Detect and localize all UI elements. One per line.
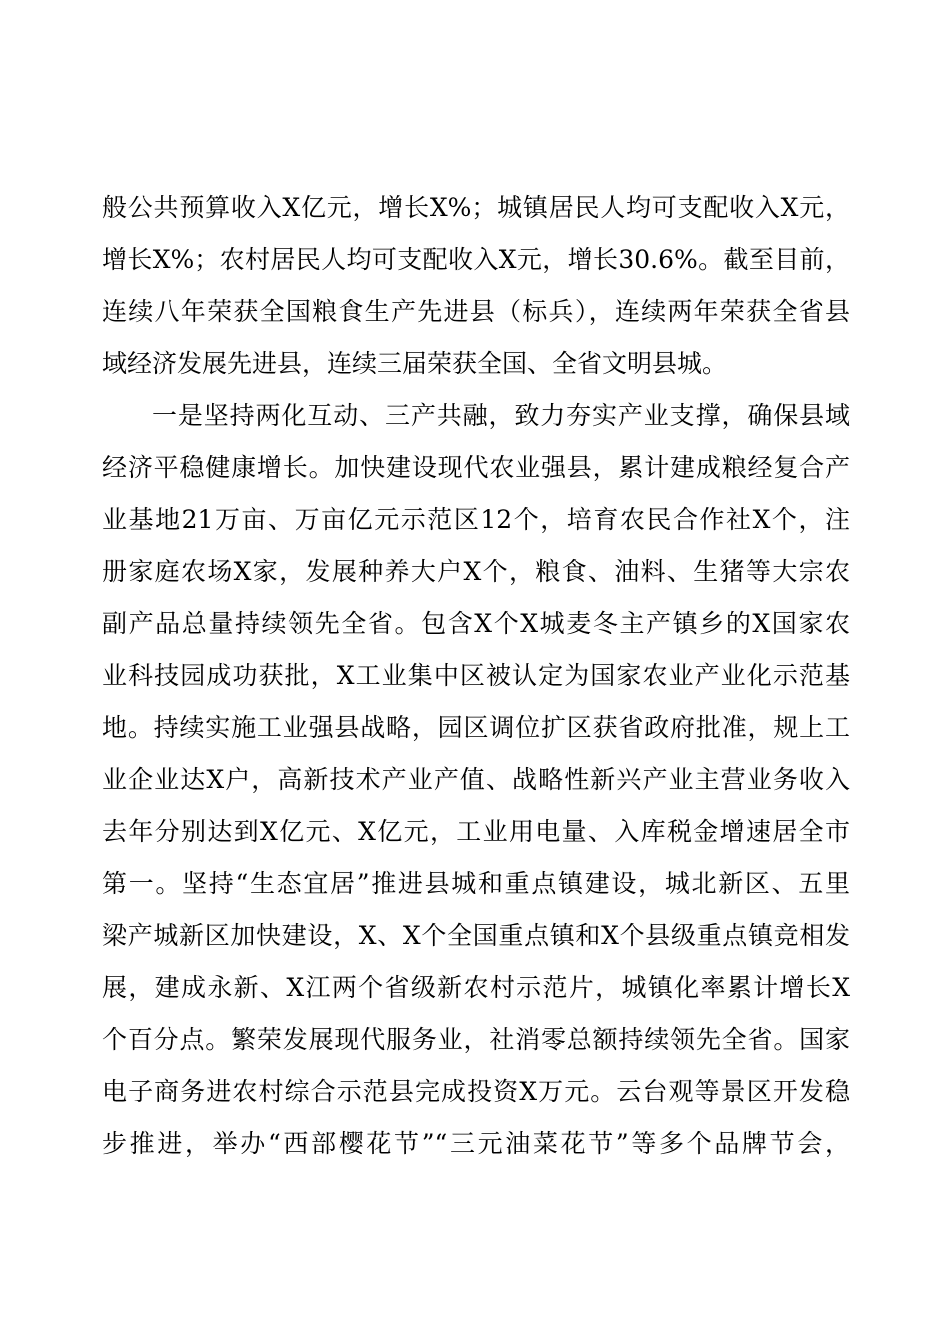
text-line: 一是坚持两化互动、三产共融，致力夯实产业支撑，确保县域	[152, 401, 850, 430]
text-line: 增长X%；农村居民人均可支配收入X元，增长30.6%。截至目前，	[102, 245, 850, 274]
text-line: 业企业达X户，高新技术产业产值、战略性新兴产业主营业务收入	[102, 765, 850, 794]
text-line: 册家庭农场X家，发展种养大户X个，粮食、油料、生猪等大宗农	[102, 557, 850, 586]
text-line: 步推进，举办“西部樱花节”“三元油菜花节”等多个品牌节会，	[102, 1129, 850, 1158]
text-line: 个百分点。繁荣发展现代服务业，社消零总额持续领先全省。国家	[102, 1025, 850, 1054]
text-line: 电子商务进农村综合示范县完成投资X万元。云台观等景区开发稳	[102, 1077, 850, 1106]
text-line: 域经济发展先进县，连续三届荣获全国、全省文明县城。	[102, 349, 728, 378]
text-line: 般公共预算收入X亿元，增长X%；城镇居民人均可支配收入X元，	[102, 193, 850, 222]
text-line: 连续八年荣获全国粮食生产先进县（标兵），连续两年荣获全省县	[102, 297, 850, 326]
text-line: 展，建成永新、X江两个省级新农村示范片，城镇化率累计增长X	[102, 973, 850, 1002]
text-line: 业科技园成功获批，X工业集中区被认定为国家农业产业化示范基	[102, 661, 850, 690]
text-line: 经济平稳健康增长。加快建设现代农业强县，累计建成粮经复合产	[102, 453, 850, 482]
text-line: 梁产城新区加快建设，X、X个全国重点镇和X个县级重点镇竞相发	[102, 921, 850, 950]
text-line: 副产品总量持续领先全省。包含X个X城麦冬主产镇乡的X国家农	[102, 609, 850, 638]
text-line: 业基地21万亩、万亩亿元示范区12个，培育农民合作社X个，注	[102, 505, 850, 534]
text-line: 第一。坚持“生态宜居”推进县城和重点镇建设，城北新区、五里	[102, 869, 850, 898]
text-line: 去年分别达到X亿元、X亿元，工业用电量、入库税金增速居全市	[102, 817, 850, 846]
text-line: 地。持续实施工业强县战略，园区调位扩区获省政府批准，规上工	[102, 713, 850, 742]
